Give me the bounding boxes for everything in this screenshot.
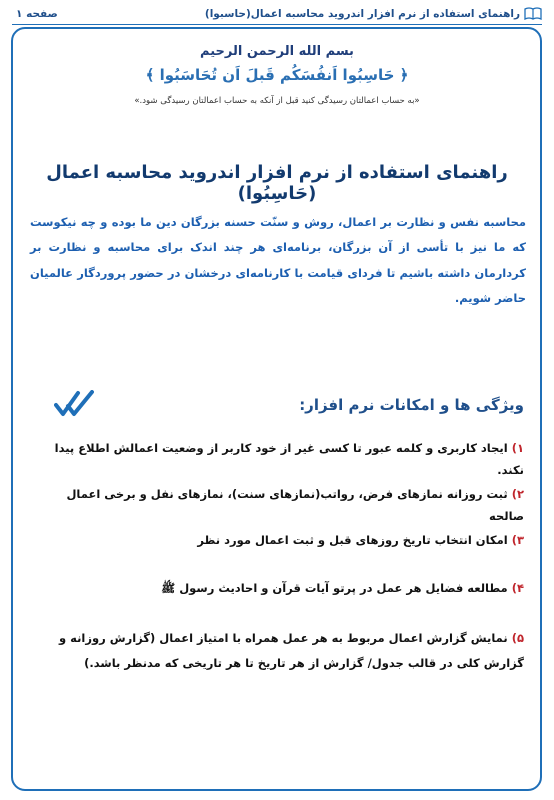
features-heading (54, 390, 524, 420)
header-doc-title: راهنمای استفاده از نرم افزار اندروید محاسبه اعمال(حاسبوا) (204, 8, 520, 20)
feature-item (30, 484, 524, 528)
page-header (12, 6, 542, 25)
feature-item (30, 626, 524, 677)
feature-item (30, 578, 524, 600)
feature-number: ۱) (511, 441, 524, 455)
feature-number: ۲) (511, 487, 524, 501)
book-icon (524, 7, 542, 20)
feature-text: مطالعه فضایل هر عمل در پرتو آیات قرآن و احادیث رسول ﷺ (161, 581, 508, 595)
feature-number: ۳) (511, 533, 524, 547)
feature-text: نمایش گزارش اعمال مربوط به هر عمل همراه با امتیاز اعمال (گزارش روزانه و گزارش کلی در قالب جدول/ گزارش از هر تاریخ تا هر تاریخی که مدنظر باشد.) (58, 631, 524, 671)
feature-text: ثبت روزانه نمازهای فرض، رواتب(نمازهای سنت)، نمازهای نفل و برخی اعمال صالحه (66, 487, 524, 523)
double-check-icon (54, 390, 94, 418)
feature-text: امکان انتخاب تاریخ روزهای قبل و ثبت اعمال مورد نظر (197, 533, 508, 547)
feature-item (30, 530, 524, 552)
feature-number: ۵) (511, 631, 524, 645)
features-heading-text: ویژگی ها و امکانات نرم افزار: (299, 396, 524, 414)
feature-number: ۴) (511, 581, 524, 595)
intro-paragraph: محاسبه نفس و نظارت بر اعمال، روش و سنّت حسنه بزرگان دین ما بوده و چه نیکوست که ما نیز با تأسی از آن بزرگان، برنامه‌ای هر چند اندک برای محاسبه و نظارت بر کردارمان داشته باشیم تا فردای قیامت با کارنامه‌ای درخشان در حضور پروردگار عالمیان حاضر شویم. (30, 215, 526, 305)
page-number: صفحه ۱ (16, 8, 58, 20)
feature-item (30, 438, 524, 482)
verse-translation: «به حساب اعمالتان رسیدگی کنید قبل از آنکه به حساب اعمالتان رسیدگی شود.» (134, 96, 420, 106)
bismillah: بسم الله الرحمن الرحیم (200, 44, 354, 59)
guide-title: راهنمای استفاده از نرم افزار اندروید محاسبه اعمال (حَاسِبُوا) (46, 162, 508, 204)
feature-text: ایجاد کاربری و کلمه عبور تا کسی غیر از خود کاربر از وضعیت اعمالش اطلاع پیدا نکند. (54, 441, 524, 477)
quran-verse: ﴿ حَاسِبُوا اَنفُسَکُم قَبلَ اَن تُحَاسَبُوا ﴾ (145, 66, 409, 84)
